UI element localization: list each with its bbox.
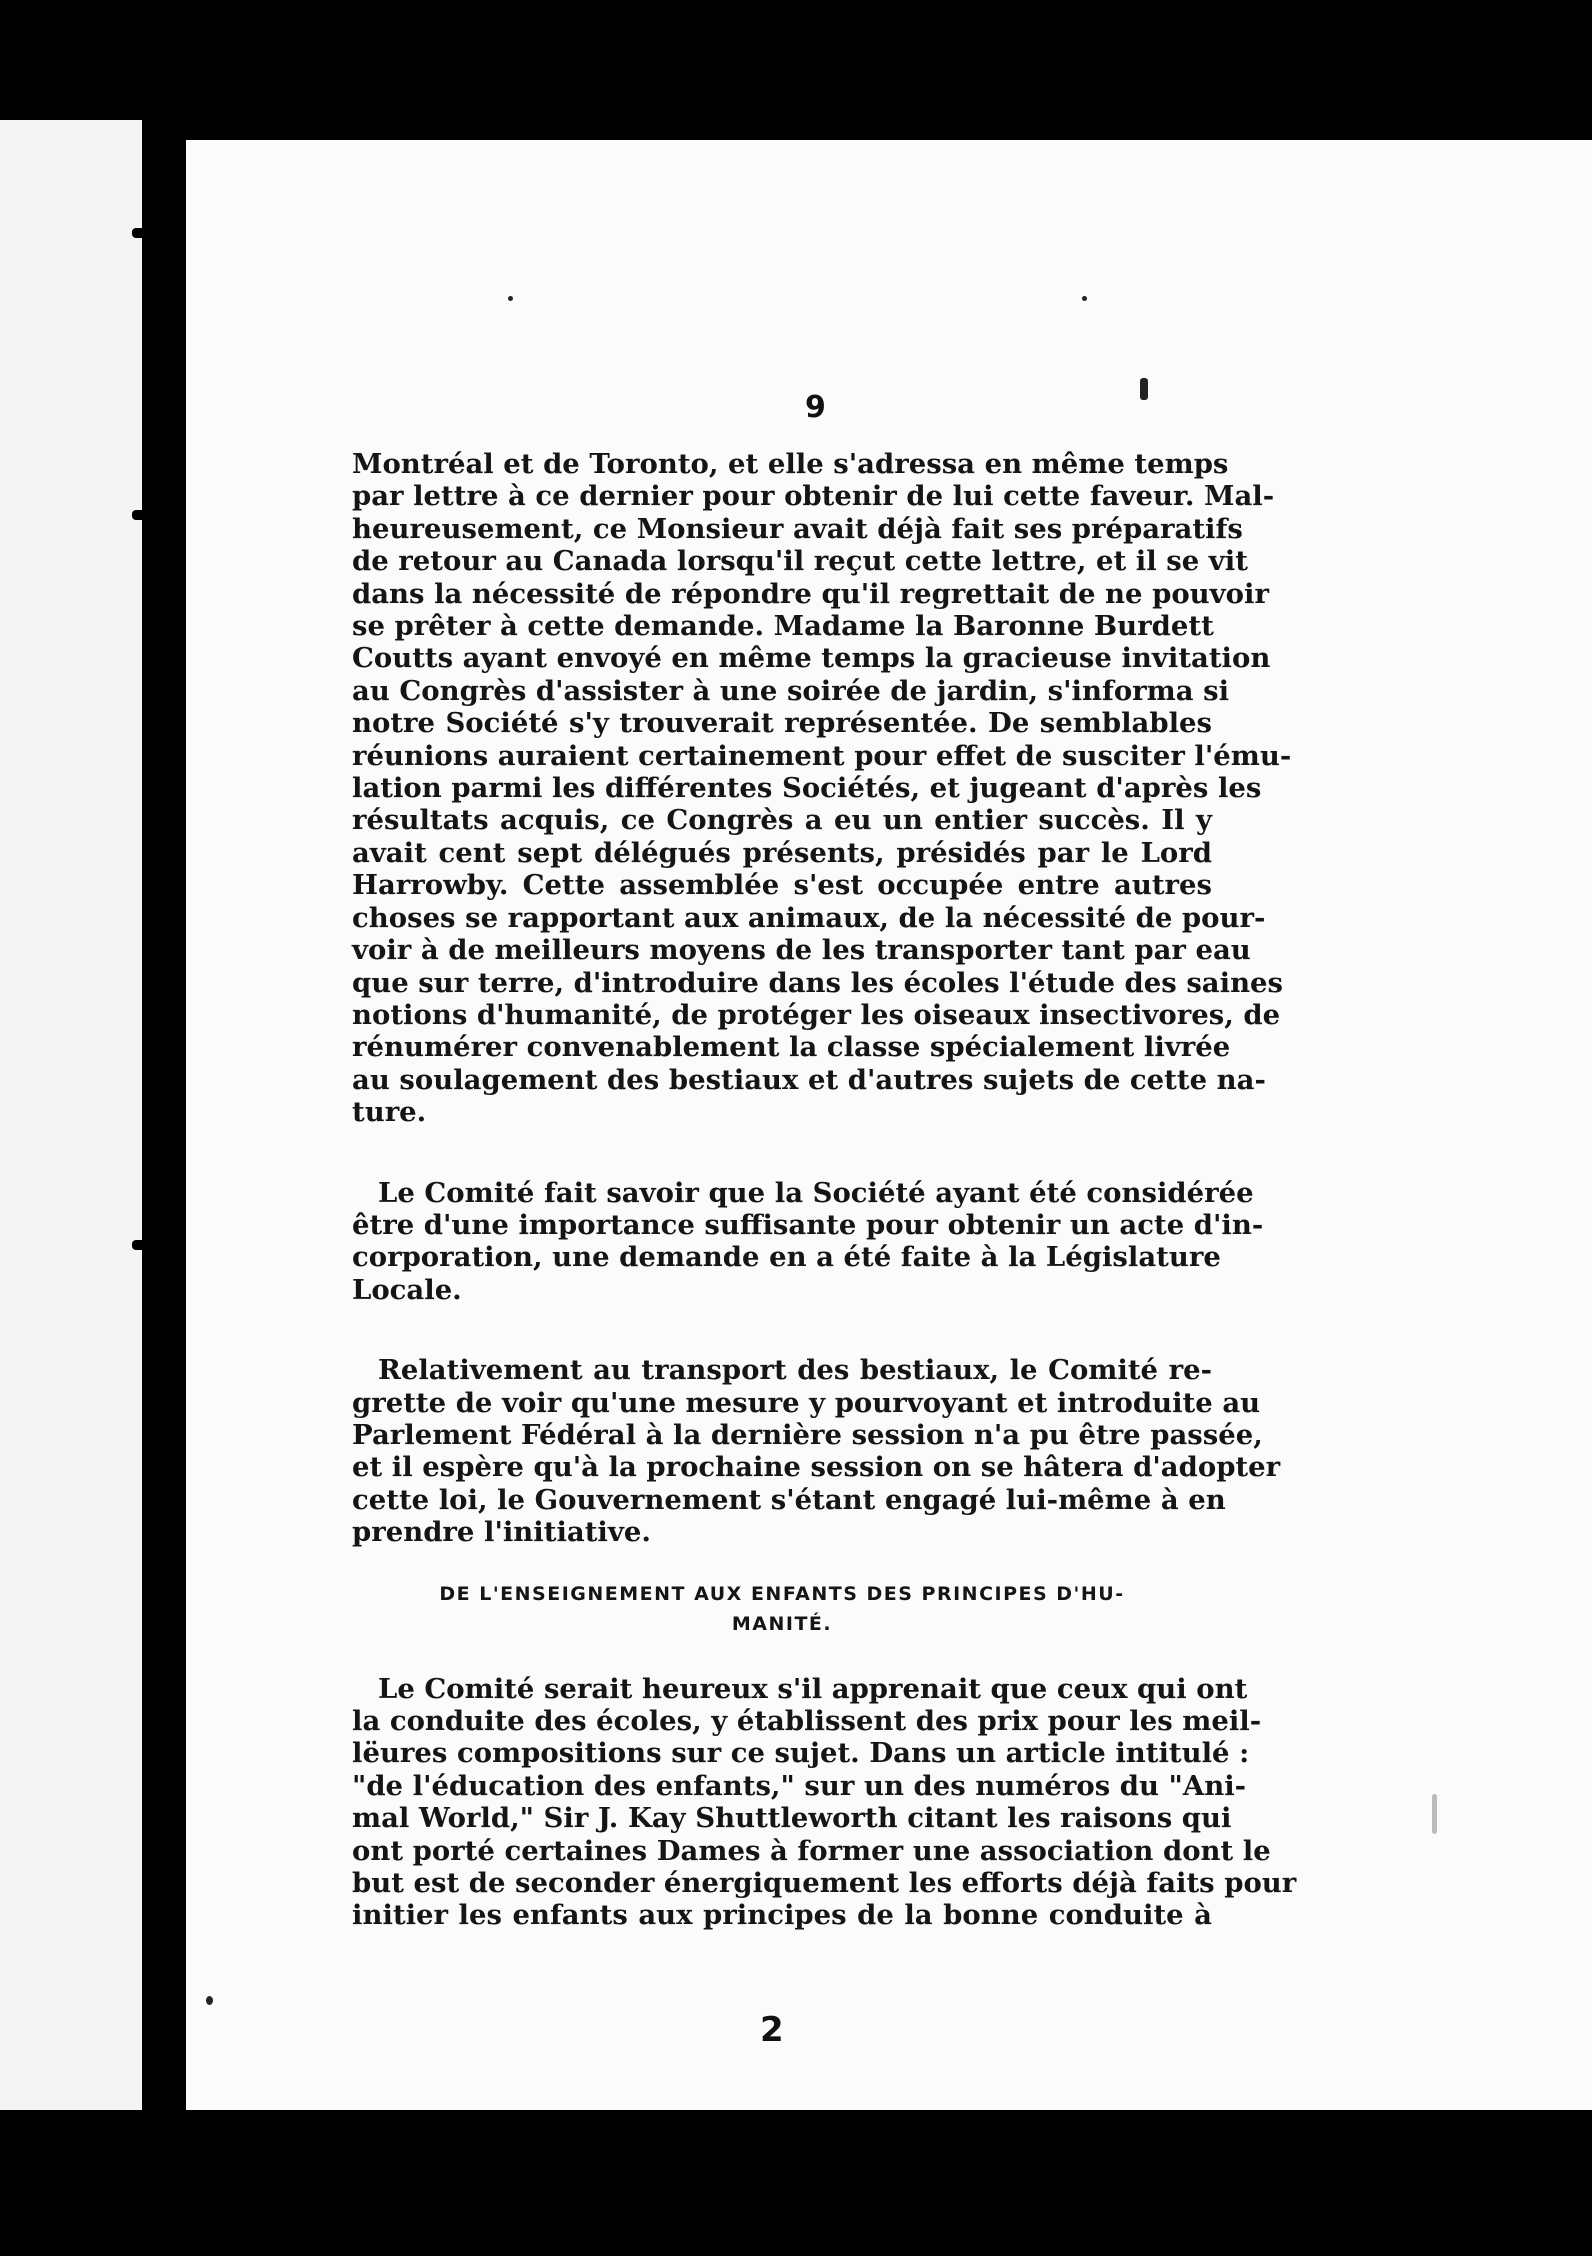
text-line: choses se rapportant aux animaux, de la nécessité de pour- (352, 901, 1266, 934)
text-line: ont porté certaines Dames à former une association dont le (352, 1834, 1271, 1867)
text-line: Le Comité serait heureux s'il apprenait que ceux qui ont (378, 1672, 1248, 1705)
text-line: avait cent sept délégués présents, présidés par le Lord (352, 836, 1212, 869)
facing-page-edge (0, 120, 142, 2110)
text-line: but est de seconder énergiquement les efforts déjà faits pour (352, 1867, 1297, 1900)
paragraph-2 (352, 1176, 1264, 1307)
text-line: ture. (352, 1096, 427, 1129)
paragraph-gap (352, 1129, 1212, 1177)
paragraph-4 (352, 1672, 1297, 1932)
text-line: grette de voir qu'une mesure y pourvoyant et introduite au (352, 1386, 1261, 1419)
text-line: Montréal et de Toronto, et elle s'adressa en même temps (352, 448, 1229, 480)
text-line: être d'une importance suffisante pour obtenir un acte d'in- (352, 1208, 1264, 1241)
text-line: par lettre à ce dernier pour obtenir de lui cette faveur. Mal- (352, 480, 1275, 513)
text-line: la conduite des écoles, y établissent des prix pour les meil- (352, 1705, 1262, 1737)
paper-speck (206, 1996, 213, 2005)
text-line: mal World," Sir J. Kay Shuttleworth citant les raisons qui (352, 1802, 1232, 1835)
text-line: heureusement, ce Monsieur avait déjà fait ses préparatifs (352, 512, 1243, 545)
text-line: Coutts ayant envoyé en même temps la gracieuse invitation (352, 642, 1271, 675)
text-line: "de l'éducation des enfants," sur un des numéros du "Ani- (352, 1769, 1247, 1802)
text-line: voir à de meilleurs moyens de les transporter tant par eau (352, 934, 1251, 967)
text-line: lation parmi les différentes Sociétés, et jugeant d'après les (352, 772, 1262, 805)
paper-speck (1140, 378, 1148, 400)
page-number: 9 (805, 390, 826, 425)
text-line: résultats acquis, ce Congrès a eu un entier succès. Il y (352, 804, 1212, 837)
text-line: corporation, une demande en a été faite à la Législature (352, 1241, 1221, 1274)
paragraph-1 (352, 448, 1292, 1129)
text-line: réunions auraient certainement pour effet de susciter l'ému- (352, 739, 1292, 772)
paper-speck (1432, 1794, 1437, 1834)
text-line: Harrowby. Cette assemblée s'est occupée entre autres (352, 869, 1212, 902)
binding-gutter (142, 110, 184, 2120)
paper-speck (508, 296, 513, 301)
paragraph-gap (352, 1306, 1212, 1354)
page-body (352, 448, 1297, 1932)
text-line: Le Comité fait savoir que la Société ayant été considérée (378, 1176, 1254, 1209)
text-line: notre Société s'y trouverait représentée. De semblables (352, 707, 1212, 740)
text-line: au Congrès d'assister à une soirée de jardin, s'informa si (352, 674, 1230, 707)
text-line: dans la nécessité de répondre qu'il regrettait de ne pouvoir (352, 577, 1269, 610)
signature-mark: 2 (760, 2010, 784, 2050)
section-heading-line: DE L'ENSEIGNEMENT AUX ENFANTS DES PRINCIPES D'HU- (439, 1582, 1125, 1605)
text-line: que sur terre, d'introduire dans les écoles l'étude des saines (352, 966, 1284, 999)
text-line: initier les enfants aux principes de la bonne conduite à (352, 1899, 1212, 1932)
paragraph-3 (352, 1354, 1281, 1549)
text-line: prendre l'initiative. (352, 1516, 651, 1549)
text-line: et il espère qu'à la prochaine session on se hâtera d'adopter (352, 1451, 1281, 1484)
section-heading-line: MANITÉ. (731, 1612, 833, 1635)
text-line: Parlement Fédéral à la dernière session n'a pu être passée, (352, 1418, 1263, 1451)
text-line: au soulagement des bestiaux et d'autres sujets de cette na- (352, 1063, 1266, 1096)
text-line: lëures compositions sur ce sujet. Dans un article intitulé : (352, 1737, 1250, 1770)
text-line: notions d'humanité, de protéger les oiseaux insectivores, de (352, 998, 1281, 1031)
text-line: de retour au Canada lorsqu'il reçut cette lettre, et il se vit (352, 545, 1248, 578)
text-line: Relativement au transport des bestiaux, le Comité re- (378, 1354, 1212, 1387)
text-line: rénumérer convenablement la classe spécialement livrée (352, 1031, 1231, 1064)
paper-speck (1082, 296, 1087, 301)
text-line: cette loi, le Gouvernement s'étant engagé lui-même à en (352, 1483, 1226, 1516)
text-line: Locale. (352, 1273, 462, 1306)
text-line: se prêter à cette demande. Madame la Baronne Burdett (352, 610, 1214, 643)
section-heading (352, 1579, 1212, 1639)
